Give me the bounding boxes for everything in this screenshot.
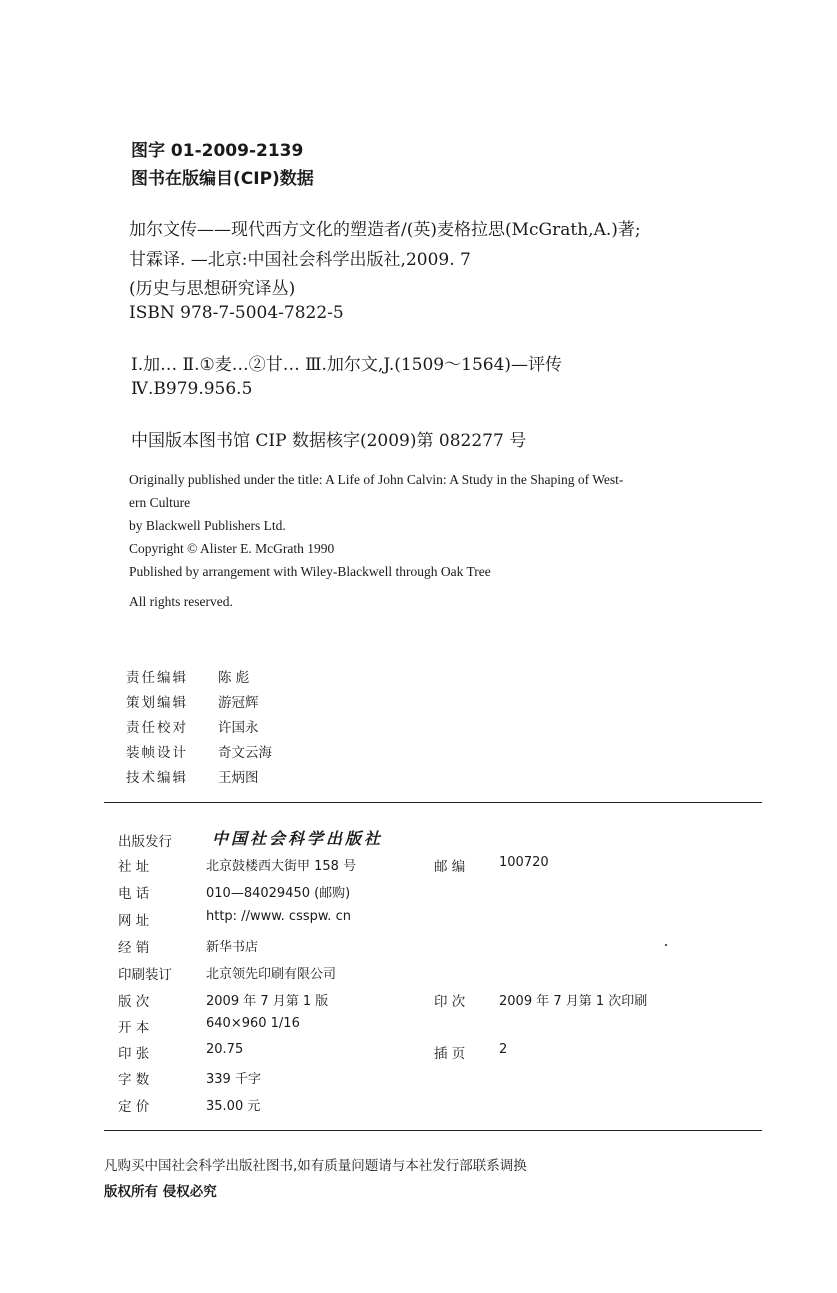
printing-label: 印 次 (434, 994, 466, 1010)
rights-reserved: All rights reserved. (129, 594, 233, 609)
staff-role: 责任编辑 (126, 670, 188, 686)
postcode-label: 邮 编 (434, 859, 466, 875)
return-notice: 凡购买中国社会科学出版社图书,如有质量问题请与本社发行部联系调换 (104, 1158, 527, 1174)
publisher-label: 出版发行 (118, 834, 172, 850)
staff-name: 许国永 (218, 720, 259, 736)
format-value: 640×960 1/16 (206, 1016, 300, 1031)
plates-label: 插 页 (434, 1046, 466, 1062)
staff-name: 游冠辉 (218, 695, 259, 711)
postcode-value: 100720 (499, 855, 549, 870)
distributor-label: 经 销 (118, 940, 150, 956)
cip-isbn: ISBN 978-7-5004-7822-5 (129, 303, 344, 323)
copyright-line: Copyright © Alister E. McGrath 1990 (129, 541, 335, 556)
plates-value: 2 (499, 1042, 508, 1057)
original-title-line-2: ern Culture (129, 495, 191, 510)
cip-heading: 图书在版编目(CIP)数据 (131, 169, 314, 189)
original-publisher: by Blackwell Publishers Ltd. (129, 518, 286, 533)
address-label: 社 址 (118, 859, 150, 875)
divider-top (104, 802, 762, 803)
cip-line-translator: 甘霖译. —北京:中国社会科学出版社,2009. 7 (129, 250, 471, 270)
cip-line-title: 加尔文传——现代西方文化的塑造者/(英)麦格拉思(McGrath,A.)著; (129, 220, 641, 240)
staff-name: 奇文云海 (218, 745, 272, 761)
edition-label: 版 次 (118, 994, 150, 1010)
staff-role: 责任校对 (126, 720, 188, 736)
website-value: http: //www. csspw. cn (206, 909, 351, 924)
scan-speck (665, 944, 667, 946)
staff-role: 技术编辑 (126, 770, 188, 786)
cip-classification-2: Ⅳ.B979.956.5 (131, 379, 253, 399)
cip-classification-1: Ⅰ.加… Ⅱ.①麦…②甘… Ⅲ.加尔文,J.(1509～1564)—评传 (131, 355, 563, 375)
staff-role: 策划编辑 (126, 695, 188, 711)
price-label: 定 价 (118, 1099, 150, 1115)
price-value: 35.00 元 (206, 1099, 261, 1114)
staff-name: 陈 彪 (218, 670, 250, 686)
phone-value: 010—84029450 (邮购) (206, 886, 351, 901)
staff-name: 王炳图 (218, 770, 259, 786)
arrangement-line: Published by arrangement with Wiley-Blackwell through Oak Tree (129, 564, 491, 579)
sheets-value: 20.75 (206, 1042, 244, 1057)
word-count-label: 字 数 (118, 1072, 150, 1088)
printer-label: 印刷装订 (118, 967, 172, 983)
word-count-value: 339 千字 (206, 1072, 261, 1087)
divider-bottom (104, 1130, 762, 1131)
sheets-label: 印 张 (118, 1046, 150, 1062)
printing-value: 2009 年 7 月第 1 次印刷 (499, 994, 648, 1009)
address-value: 北京鼓楼西大街甲 158 号 (206, 859, 357, 874)
printer-value: 北京领先印刷有限公司 (206, 967, 337, 982)
format-label: 开 本 (118, 1020, 150, 1036)
distributor-value: 新华书店 (206, 940, 259, 955)
publisher-name: 中国社会科学出版社 (212, 829, 384, 848)
cip-line-series: (历史与思想研究译丛) (129, 279, 296, 299)
website-label: 网 址 (118, 913, 150, 929)
cip-verification: 中国版本图书馆 CIP 数据核字(2009)第 082277 号 (131, 431, 527, 451)
original-title-line-1: Originally published under the title: A Life of John Calvin: A Study in the Shaping of West- (129, 472, 624, 487)
permit-code: 图字 01-2009-2139 (131, 141, 304, 161)
staff-role: 装帧设计 (126, 745, 188, 761)
edition-value: 2009 年 7 月第 1 版 (206, 994, 329, 1009)
rights-notice: 版权所有 侵权必究 (104, 1184, 217, 1200)
phone-label: 电 话 (118, 886, 150, 902)
